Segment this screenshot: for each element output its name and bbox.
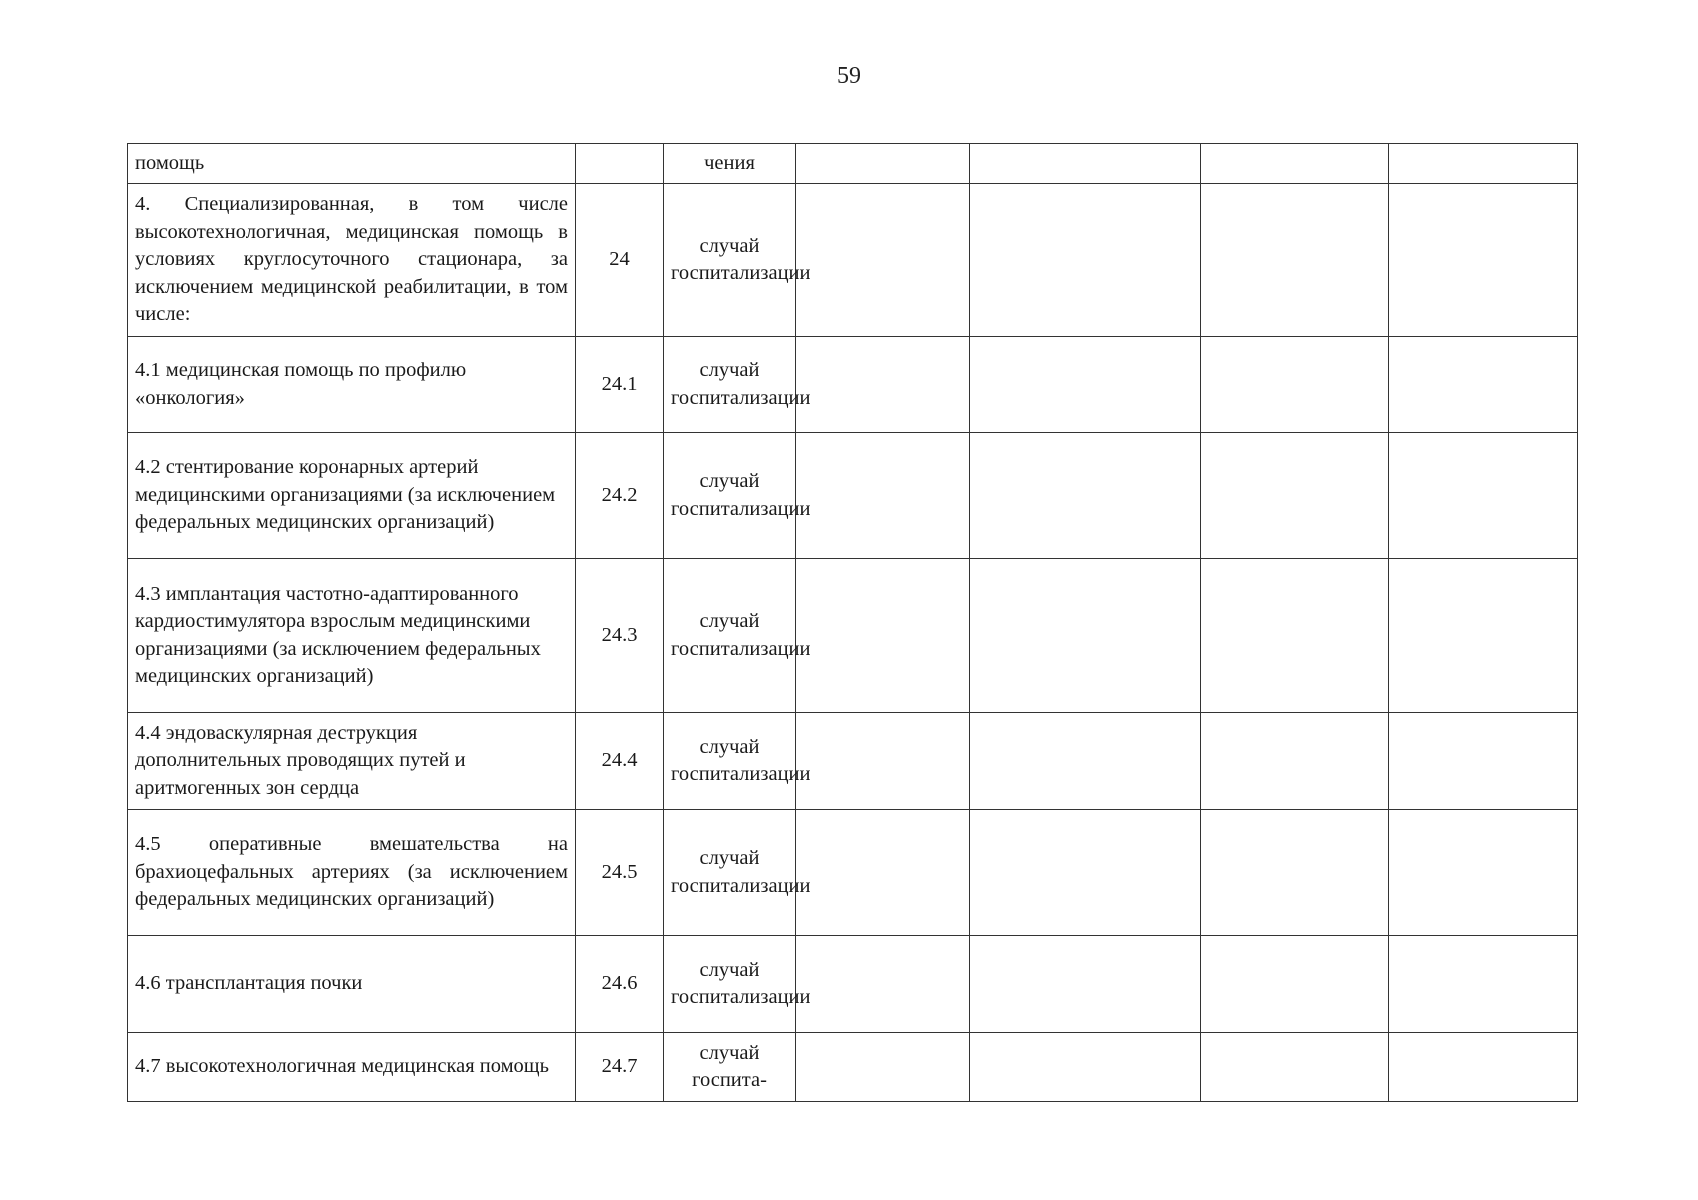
cell-empty xyxy=(1389,810,1578,936)
cell-empty xyxy=(1201,936,1389,1033)
cell-unit: случай госпитализации xyxy=(664,713,796,810)
cell-empty xyxy=(796,144,970,184)
cell-code: 24.3 xyxy=(576,559,664,713)
cell-empty xyxy=(1389,184,1578,337)
cell-empty xyxy=(1201,713,1389,810)
cell-empty xyxy=(796,184,970,337)
cell-empty xyxy=(970,810,1201,936)
cell-name: 4.4 эндоваскулярная деструкция дополнительных проводящих путей и аритмогенных зон сердца xyxy=(128,713,576,810)
cell-unit: случай госпитализации xyxy=(664,433,796,559)
cell-code: 24.2 xyxy=(576,433,664,559)
cell-empty xyxy=(1201,559,1389,713)
cell-empty xyxy=(796,810,970,936)
cell-empty xyxy=(1389,559,1578,713)
table-row xyxy=(128,184,1578,337)
cell-empty xyxy=(1201,433,1389,559)
table-row xyxy=(128,936,1578,1033)
cell-empty xyxy=(796,936,970,1033)
cell-empty xyxy=(796,1033,970,1102)
cell-name: 4.5 оперативные вмешательства на брахиоцефальных артериях (за исключением федеральных медицинских организаций) xyxy=(128,810,576,936)
cell-empty xyxy=(1389,1033,1578,1102)
table-row xyxy=(128,713,1578,810)
cell-empty xyxy=(796,559,970,713)
table-row-continuation xyxy=(128,144,1578,184)
cell-empty xyxy=(1389,936,1578,1033)
cell-empty xyxy=(1389,337,1578,433)
cell-empty xyxy=(970,184,1201,337)
table-row xyxy=(128,337,1578,433)
cell-code: 24.1 xyxy=(576,337,664,433)
cell-name: 4.1 медицинская помощь по профилю «онкология» xyxy=(128,337,576,433)
cell-name: 4.7 высокотехнологичная медицинская помощь xyxy=(128,1033,576,1102)
cell-empty xyxy=(1201,1033,1389,1102)
cell-empty xyxy=(970,1033,1201,1102)
cell-code: 24.4 xyxy=(576,713,664,810)
cell-name: 4. Специализированная, в том числе высокотехнологичная, медицинская помощь в условиях круглосуточного стационара, за исключением медицинской реабилитации, в том числе: xyxy=(128,184,576,337)
table-row xyxy=(128,559,1578,713)
cell-unit: чения xyxy=(664,144,796,184)
cell-empty xyxy=(970,559,1201,713)
volume-table xyxy=(127,143,1578,1102)
cell-empty xyxy=(1201,810,1389,936)
cell-empty xyxy=(1201,184,1389,337)
cell-code: 24.6 xyxy=(576,936,664,1033)
cell-empty xyxy=(1389,144,1578,184)
table-row xyxy=(128,810,1578,936)
page-number: 59 xyxy=(837,63,861,89)
cell-empty xyxy=(796,713,970,810)
cell-name: 4.2 стентирование коронарных артерий медицинскими организациями (за исключением федеральных медицинских организаций) xyxy=(128,433,576,559)
cell-code: 24.5 xyxy=(576,810,664,936)
cell-empty xyxy=(1389,713,1578,810)
cell-empty xyxy=(970,433,1201,559)
cell-empty xyxy=(970,337,1201,433)
cell-unit: случай госпитализации xyxy=(664,810,796,936)
cell-code xyxy=(576,144,664,184)
cell-code: 24 xyxy=(576,184,664,337)
cell-empty xyxy=(796,433,970,559)
cell-name: помощь xyxy=(128,144,576,184)
cell-unit: случай госпитализации xyxy=(664,337,796,433)
cell-unit: случай госпитализации xyxy=(664,936,796,1033)
cell-empty xyxy=(970,144,1201,184)
cell-name: 4.3 имплантация частотно-адаптированного кардиостимулятора взрослым медицинскими организациями (за исключением федеральных медицинских организаций) xyxy=(128,559,576,713)
cell-empty xyxy=(1389,433,1578,559)
cell-unit: случай госпитализации xyxy=(664,559,796,713)
cell-unit: случай госпита- xyxy=(664,1033,796,1102)
table-row xyxy=(128,433,1578,559)
cell-empty xyxy=(1201,337,1389,433)
cell-unit: случай госпитализации xyxy=(664,184,796,337)
cell-code: 24.7 xyxy=(576,1033,664,1102)
cell-empty xyxy=(970,936,1201,1033)
cell-empty xyxy=(970,713,1201,810)
table-row xyxy=(128,1033,1578,1102)
cell-empty xyxy=(1201,144,1389,184)
cell-name: 4.6 трансплантация почки xyxy=(128,936,576,1033)
cell-empty xyxy=(796,337,970,433)
